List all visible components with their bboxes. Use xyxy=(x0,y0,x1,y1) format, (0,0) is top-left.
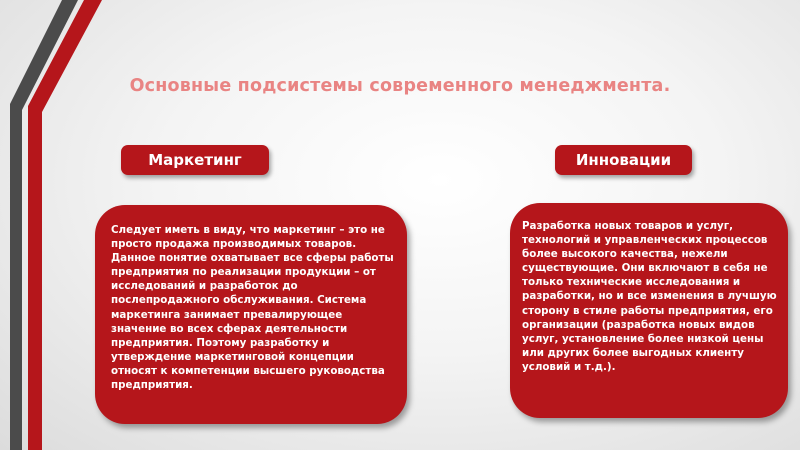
page-title: Основные подсистемы современного менеджмента. xyxy=(129,76,671,96)
marketing-label: Маркетинг xyxy=(121,145,269,175)
innovations-description: Разработка новых товаров и услуг, технологий и управленческих процессов более высокого качества, нежели существующие. Они включают в себя не только технические исследования и разработки, но и все изменения в лучшую сторону в стиле работы предприятия, его организации (разработка новых видов услуг, установление более низкой цены или других более выгодных клиенту условий и т.д.). xyxy=(522,220,777,373)
innovations-label: Инновации xyxy=(555,145,692,175)
marketing-description: Следует иметь в виду, что маркетинг – это не просто продажа производимых товаров. Данное понятие охватывает все сферы работы предприятия по реализации продукции – от исследований и разработок до послепродажного обслуживания. Система маркетинга занимает превалирующее значение во всех сферах деятельности предприятия. Поэтому разработку и утверждение маркетинговой концепции относят к компетенции высшего руководства предприятия. xyxy=(111,224,394,392)
gray-stripe xyxy=(10,0,78,450)
marketing-description-box xyxy=(95,205,407,424)
innovations-description-box xyxy=(510,203,788,418)
